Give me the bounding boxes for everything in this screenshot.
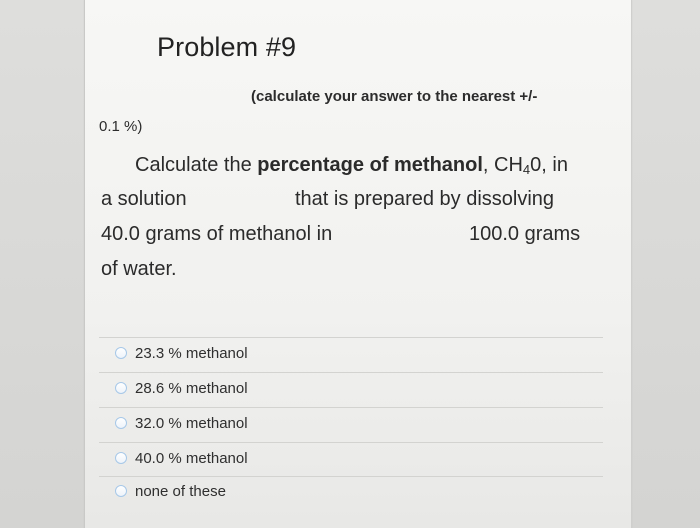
answer-option-label: none of these <box>135 482 226 500</box>
answer-option-label: 32.0 % methanol <box>135 414 248 432</box>
answer-option-label: 40.0 % methanol <box>135 449 248 467</box>
radio-button[interactable] <box>115 382 127 394</box>
divider <box>99 372 603 373</box>
instruction-line-2: 0.1 %) <box>99 118 143 135</box>
radio-button[interactable] <box>115 347 127 359</box>
divider <box>99 337 603 338</box>
divider <box>99 476 603 477</box>
divider <box>99 407 603 408</box>
question-line-2-left: a solution <box>101 188 187 210</box>
question-panel <box>84 0 632 528</box>
question-line-2-right: that is prepared by dissolving <box>295 188 555 210</box>
question-text-suffix: 0, in <box>530 154 568 176</box>
divider <box>99 442 603 443</box>
answer-option-1[interactable] <box>115 343 248 363</box>
radio-button[interactable] <box>115 417 127 429</box>
question-line-3-right: 100.0 grams <box>469 223 581 245</box>
answer-option-label: 28.6 % methanol <box>135 379 248 397</box>
question-line-3-left: 40.0 grams of methanol in <box>101 223 333 245</box>
question-text-formula: , CH <box>482 154 523 176</box>
answer-option-3[interactable] <box>115 413 248 433</box>
question-line-4: of water. <box>101 258 177 280</box>
radio-button[interactable] <box>115 485 127 497</box>
radio-button[interactable] <box>115 452 127 464</box>
instruction-line-1: (calculate your answer to the nearest +/- <box>251 88 538 105</box>
question-text-prefix: Calculate the <box>135 154 258 176</box>
question-line-1 <box>135 154 568 177</box>
answer-option-label: 23.3 % methanol <box>135 344 248 362</box>
problem-title: Problem #9 <box>157 32 297 62</box>
answer-option-2[interactable] <box>115 378 248 398</box>
question-formula-subscript: 4 <box>522 162 531 177</box>
question-text-bold: percentage of methanol <box>257 154 483 176</box>
answer-option-5[interactable] <box>115 481 226 501</box>
answer-option-4[interactable] <box>115 448 248 468</box>
